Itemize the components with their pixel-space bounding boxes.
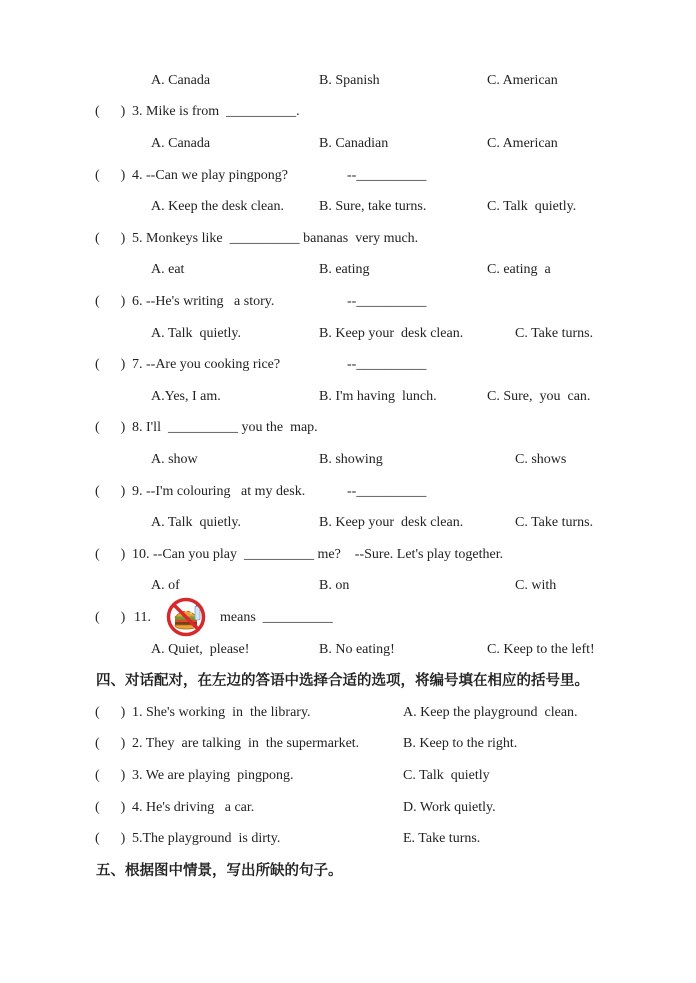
q7-option-b: B. I'm having lunch. <box>319 389 437 404</box>
q4-option-b: B. Sure, take turns. <box>319 199 427 214</box>
answer-bracket[interactable]: ( ) <box>95 104 126 119</box>
q10-option-b: B. on <box>319 578 350 593</box>
q11-option-a: A. Quiet, please! <box>151 642 250 657</box>
q3-option-c: C. American <box>487 136 558 151</box>
q9-option-b: B. Keep your desk clean. <box>319 515 464 530</box>
q2-option-a: A. Canada <box>151 73 211 88</box>
q8-option-b: B. showing <box>319 452 383 467</box>
q6-stem: 6. --He's writing a story. <box>132 294 275 309</box>
q5-stem: 5. Monkeys like __________ bananas very much. <box>132 231 419 246</box>
q5-option-b: B. eating <box>319 262 370 277</box>
answer-bracket[interactable]: ( ) <box>95 484 126 499</box>
q7-option-a: A.Yes, I am. <box>151 389 221 404</box>
answer-bracket[interactable]: ( ) <box>95 800 126 815</box>
q9-option-a: A. Talk quietly. <box>151 515 242 530</box>
answer-bracket[interactable]: ( ) <box>95 168 126 183</box>
answer-bracket[interactable]: ( ) <box>95 231 126 246</box>
q2-option-c: C. American <box>487 73 558 88</box>
q9-stem: 9. --I'm colouring at my desk. <box>132 484 306 499</box>
q4-stem: 4. --Can we play pingpong? <box>132 168 288 183</box>
match-question-3: 3. We are playing pingpong. <box>132 768 294 783</box>
answer-bracket[interactable]: ( ) <box>95 420 126 435</box>
no-eating-sign-icon <box>166 597 206 637</box>
section-4-heading: 四、对话配对，在左边的答语中选择合适的选项，将编号填在相应的括号里。 <box>96 673 589 689</box>
q3-option-b: B. Canadian <box>319 136 389 151</box>
q7-stem: 7. --Are you cooking rice? <box>132 357 281 372</box>
answer-bracket[interactable]: ( ) <box>95 610 126 625</box>
q8-stem: 8. I'll __________ you the map. <box>132 420 318 435</box>
q11-number: 11. <box>134 610 151 625</box>
match-answer-a: A. Keep the playground clean. <box>403 705 578 720</box>
answer-bracket[interactable]: ( ) <box>95 705 126 720</box>
answer-bracket[interactable]: ( ) <box>95 547 126 562</box>
match-question-2: 2. They are talking in the supermarket. <box>132 736 360 751</box>
section-5-heading: 五、根据图中情景，写出所缺的句子。 <box>96 863 343 879</box>
q11-option-b: B. No eating! <box>319 642 395 657</box>
q8-option-c: C. shows <box>515 452 567 467</box>
match-question-4: 4. He's driving a car. <box>132 800 255 815</box>
q10-option-a: A. of <box>151 578 180 593</box>
q9-option-c: C. Take turns. <box>515 515 594 530</box>
match-answer-d: D. Work quietly. <box>403 800 496 815</box>
answer-bracket[interactable]: ( ) <box>95 357 126 372</box>
q7-option-c: C. Sure, you can. <box>487 389 591 404</box>
q6-option-c: C. Take turns. <box>515 326 594 341</box>
answer-bracket[interactable]: ( ) <box>95 736 126 751</box>
q9-reply-blank: --__________ <box>347 484 427 499</box>
q3-option-a: A. Canada <box>151 136 211 151</box>
match-answer-b: B. Keep to the right. <box>403 736 518 751</box>
q4-reply-blank: --__________ <box>347 168 427 183</box>
q4-option-c: C. Talk quietly. <box>487 199 577 214</box>
q10-option-c: C. with <box>515 578 557 593</box>
q4-option-a: A. Keep the desk clean. <box>151 199 284 214</box>
match-question-5: 5.The playground is dirty. <box>132 831 281 846</box>
q3-stem: 3. Mike is from __________. <box>132 104 300 119</box>
q2-option-b: B. Spanish <box>319 73 380 88</box>
q6-option-a: A. Talk quietly. <box>151 326 242 341</box>
q11-means: means __________ <box>220 610 333 625</box>
q6-reply-blank: --__________ <box>347 294 427 309</box>
answer-bracket[interactable]: ( ) <box>95 831 126 846</box>
q6-option-b: B. Keep your desk clean. <box>319 326 464 341</box>
match-answer-c: C. Talk quietly <box>403 768 490 783</box>
q8-option-a: A. show <box>151 452 198 467</box>
answer-bracket[interactable]: ( ) <box>95 294 126 309</box>
q5-option-c: C. eating a <box>487 262 551 277</box>
q10-stem: 10. --Can you play __________ me? --Sure. Let's play together. <box>132 547 504 562</box>
q11-option-c: C. Keep to the left! <box>487 642 595 657</box>
q5-option-a: A. eat <box>151 262 185 277</box>
match-question-1: 1. She's working in the library. <box>132 705 311 720</box>
q7-reply-blank: --__________ <box>347 357 427 372</box>
answer-bracket[interactable]: ( ) <box>95 768 126 783</box>
match-answer-e: E. Take turns. <box>403 831 481 846</box>
